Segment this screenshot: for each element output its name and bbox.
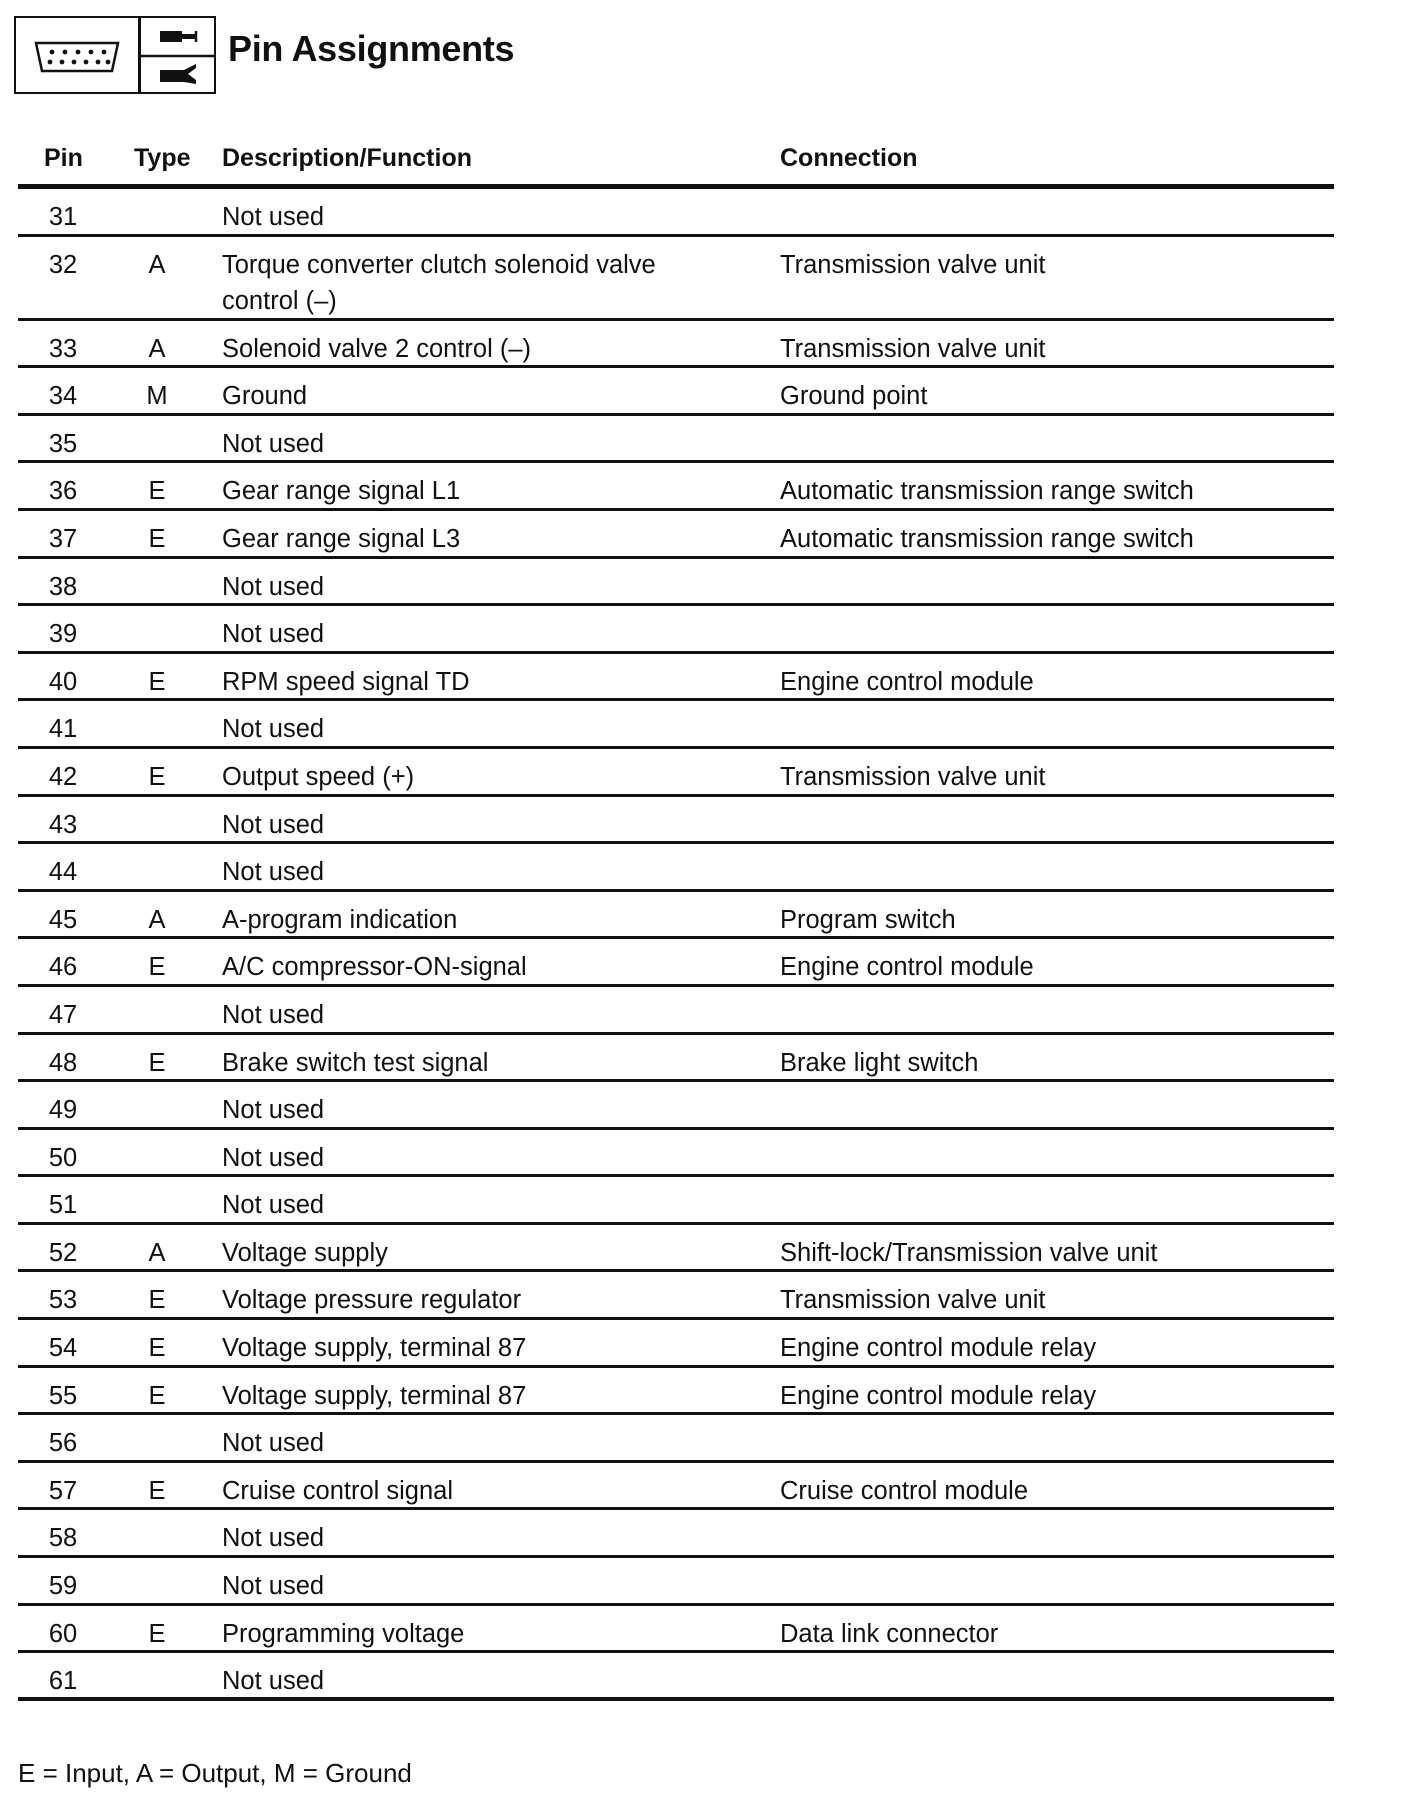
type-cell: E bbox=[148, 667, 166, 696]
table-row bbox=[18, 368, 1334, 416]
table-row bbox=[18, 892, 1334, 940]
input-output-arrows-icon bbox=[140, 18, 216, 94]
pin-cell: 36 bbox=[48, 477, 78, 506]
table-row bbox=[18, 701, 1334, 749]
table-row bbox=[18, 559, 1334, 607]
table-row bbox=[18, 1320, 1334, 1368]
connection-cell: Transmission valve unit bbox=[780, 250, 1046, 279]
description-cell: Not used bbox=[222, 620, 325, 649]
description-cell: Gear range signal L1 bbox=[222, 477, 461, 506]
table-row bbox=[18, 1177, 1334, 1225]
connection-cell: Engine control module bbox=[780, 667, 1034, 696]
header-type: Type bbox=[134, 144, 191, 172]
table-row bbox=[18, 987, 1334, 1035]
connection-cell: Transmission valve unit bbox=[780, 762, 1046, 791]
connection-cell: Cruise control module bbox=[780, 1476, 1029, 1505]
table-row bbox=[18, 749, 1334, 797]
type-cell: M bbox=[146, 382, 168, 411]
type-cell: A bbox=[148, 334, 166, 363]
table-row bbox=[18, 463, 1334, 511]
pin-cell: 53 bbox=[48, 1286, 78, 1315]
table-row bbox=[18, 606, 1334, 654]
table-row bbox=[18, 1558, 1334, 1606]
description-cell: Not used bbox=[222, 203, 325, 231]
header-connection: Connection bbox=[780, 144, 918, 172]
table-row bbox=[18, 1035, 1334, 1083]
connection-cell: Brake light switch bbox=[780, 1048, 979, 1077]
table-row bbox=[18, 511, 1334, 559]
connection-cell: Shift-lock/Transmission valve unit bbox=[780, 1238, 1158, 1267]
description-cell: Voltage pressure regulator bbox=[222, 1286, 522, 1315]
type-cell: A bbox=[148, 1238, 166, 1267]
pin-cell: 51 bbox=[48, 1191, 78, 1220]
description-cell: Not used bbox=[222, 1429, 325, 1458]
header-icon-box bbox=[14, 16, 216, 94]
type-cell: E bbox=[148, 953, 166, 982]
description-cell: Voltage supply, terminal 87 bbox=[222, 1334, 527, 1363]
description-cell: Gear range signal L3 bbox=[222, 524, 461, 553]
pin-cell: 43 bbox=[48, 810, 78, 839]
table-row bbox=[18, 1130, 1334, 1178]
pin-cell: 58 bbox=[48, 1524, 78, 1553]
connection-cell: Ground point bbox=[780, 382, 928, 411]
table-row bbox=[18, 939, 1334, 987]
type-cell: A bbox=[148, 905, 166, 934]
description-cell: Brake switch test signal bbox=[222, 1048, 489, 1077]
pin-cell: 33 bbox=[48, 334, 78, 363]
table-row bbox=[18, 844, 1334, 892]
type-cell: E bbox=[148, 762, 166, 791]
table-row bbox=[18, 321, 1334, 369]
connection-cell: Transmission valve unit bbox=[780, 334, 1046, 363]
pin-cell: 31 bbox=[48, 203, 78, 231]
description-cell: A-program indication bbox=[222, 905, 458, 934]
pin-cell: 54 bbox=[48, 1334, 78, 1363]
header-description: Description/Function bbox=[222, 144, 472, 172]
table-row bbox=[18, 1463, 1334, 1511]
table-row bbox=[18, 1606, 1334, 1654]
pin-cell: 34 bbox=[48, 382, 78, 411]
type-cell: E bbox=[148, 1381, 166, 1410]
description-cell: Ground bbox=[222, 382, 308, 411]
table-row bbox=[18, 237, 1334, 321]
type-cell: E bbox=[148, 524, 166, 553]
table-row bbox=[18, 1510, 1334, 1558]
description-cell: Voltage supply bbox=[222, 1238, 388, 1267]
table-row bbox=[18, 1415, 1334, 1463]
table-header-row bbox=[18, 140, 1334, 189]
pin-cell: 60 bbox=[48, 1619, 78, 1648]
description-cell: Output speed (+) bbox=[222, 762, 415, 791]
description-cell: Not used bbox=[222, 1572, 325, 1601]
description-cell: Not used bbox=[222, 572, 325, 601]
description-cell: Not used bbox=[222, 429, 325, 458]
pin-cell: 46 bbox=[48, 953, 78, 982]
table-row bbox=[18, 1653, 1334, 1701]
pin-cell: 37 bbox=[48, 524, 78, 553]
pin-cell: 49 bbox=[48, 1096, 78, 1125]
type-legend: E = Input, A = Output, M = Ground bbox=[18, 1758, 412, 1788]
description-cell: Not used bbox=[222, 1191, 325, 1220]
pin-cell: 42 bbox=[48, 762, 78, 791]
table-row bbox=[18, 654, 1334, 702]
pin-cell: 52 bbox=[48, 1238, 78, 1267]
pin-assignment-table bbox=[18, 140, 1334, 1701]
description-cell: Voltage supply, terminal 87 bbox=[222, 1381, 527, 1410]
page-title: Pin Assignments bbox=[228, 28, 515, 69]
table-body bbox=[18, 189, 1334, 1701]
table-row bbox=[18, 1225, 1334, 1273]
pin-cell: 45 bbox=[48, 905, 78, 934]
type-cell: E bbox=[148, 1334, 166, 1363]
pin-cell: 57 bbox=[48, 1476, 78, 1505]
description-cell: Solenoid valve 2 control (–) bbox=[222, 334, 532, 363]
pin-cell: 48 bbox=[48, 1048, 78, 1077]
pin-cell: 38 bbox=[48, 572, 78, 601]
description-cell: Not used bbox=[222, 1667, 325, 1696]
description-cell: Torque converter clutch solenoid valve control (–) bbox=[222, 250, 656, 315]
description-cell: Not used bbox=[222, 858, 325, 887]
description-cell: Not used bbox=[222, 1096, 325, 1125]
connection-cell: Automatic transmission range switch bbox=[780, 524, 1194, 553]
connection-cell: Engine control module relay bbox=[780, 1381, 1097, 1410]
description-cell: Cruise control signal bbox=[222, 1476, 454, 1505]
table-row bbox=[18, 1082, 1334, 1130]
type-cell: E bbox=[148, 1048, 166, 1077]
pin-cell: 50 bbox=[48, 1143, 78, 1172]
d-sub-connector-icon bbox=[32, 40, 122, 74]
description-cell: RPM speed signal TD bbox=[222, 667, 470, 696]
type-cell: E bbox=[148, 1286, 166, 1315]
pin-cell: 47 bbox=[48, 1000, 78, 1029]
pin-cell: 59 bbox=[48, 1572, 78, 1601]
connection-cell: Automatic transmission range switch bbox=[780, 477, 1194, 506]
description-cell: Not used bbox=[222, 810, 325, 839]
connection-cell: Engine control module relay bbox=[780, 1334, 1097, 1363]
pin-cell: 44 bbox=[48, 858, 78, 887]
description-cell: Not used bbox=[222, 1524, 325, 1553]
description-cell: A/C compressor-ON-signal bbox=[222, 953, 527, 982]
table-row bbox=[18, 1368, 1334, 1416]
table-row bbox=[18, 1272, 1334, 1320]
table-row bbox=[18, 416, 1334, 464]
description-cell: Not used bbox=[222, 1143, 325, 1172]
header-pin: Pin bbox=[44, 144, 83, 172]
description-cell: Not used bbox=[222, 715, 325, 744]
pin-cell: 61 bbox=[48, 1667, 78, 1696]
connection-cell: Data link connector bbox=[780, 1619, 999, 1648]
connection-cell: Transmission valve unit bbox=[780, 1286, 1046, 1315]
connection-cell: Program switch bbox=[780, 905, 956, 934]
table-row bbox=[18, 189, 1334, 237]
table-row bbox=[18, 797, 1334, 845]
description-cell: Programming voltage bbox=[222, 1619, 465, 1648]
type-cell: A bbox=[148, 250, 166, 279]
pin-cell: 55 bbox=[48, 1381, 78, 1410]
pin-cell: 41 bbox=[48, 715, 78, 744]
connection-cell: Engine control module bbox=[780, 953, 1034, 982]
pin-cell: 39 bbox=[48, 620, 78, 649]
pin-cell: 40 bbox=[48, 667, 78, 696]
type-cell: E bbox=[148, 1476, 166, 1505]
pin-cell: 32 bbox=[48, 250, 78, 279]
description-cell: Not used bbox=[222, 1000, 325, 1029]
type-cell: E bbox=[148, 477, 166, 506]
pin-cell: 56 bbox=[48, 1429, 78, 1458]
pin-cell: 35 bbox=[48, 429, 78, 458]
type-cell: E bbox=[148, 1619, 166, 1648]
